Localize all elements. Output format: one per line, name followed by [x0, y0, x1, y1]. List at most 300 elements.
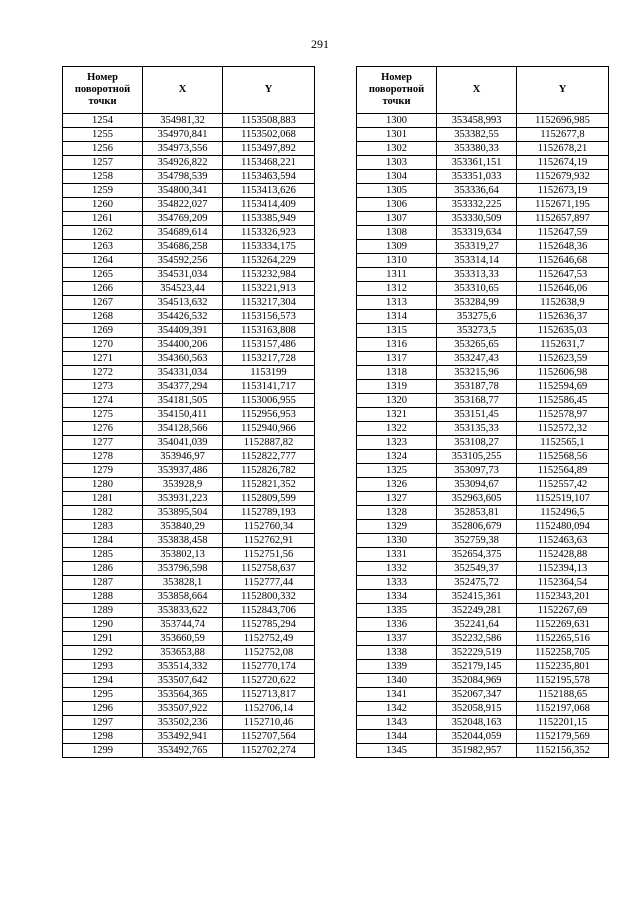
x-coordinate-cell: 353828,1	[143, 576, 223, 590]
x-coordinate-cell: 353802,13	[143, 548, 223, 562]
x-coordinate-cell: 354523,44	[143, 282, 223, 296]
y-coordinate-cell: 1153006,955	[223, 394, 315, 408]
table-header-row	[357, 67, 609, 114]
x-coordinate-cell: 353382,55	[437, 128, 517, 142]
y-coordinate-cell: 1152519,107	[517, 492, 609, 506]
table-row	[357, 576, 609, 590]
point-number-cell: 1312	[357, 282, 437, 296]
x-coordinate-cell: 353265,65	[437, 338, 517, 352]
x-coordinate-cell: 353507,642	[143, 674, 223, 688]
point-number-cell: 1339	[357, 660, 437, 674]
x-coordinate-cell: 352759,38	[437, 534, 517, 548]
y-coordinate-cell: 1153141,717	[223, 380, 315, 394]
y-coordinate-cell: 1153414,409	[223, 198, 315, 212]
y-coordinate-cell: 1152195,578	[517, 674, 609, 688]
point-number-cell: 1261	[63, 212, 143, 226]
x-coordinate-cell: 352806,679	[437, 520, 517, 534]
x-coordinate-cell: 354798,539	[143, 170, 223, 184]
y-coordinate-cell: 1152821,352	[223, 478, 315, 492]
point-number-cell: 1283	[63, 520, 143, 534]
y-coordinate-cell: 1152572,32	[517, 422, 609, 436]
y-coordinate-cell: 1153463,594	[223, 170, 315, 184]
x-coordinate-cell: 354181,505	[143, 394, 223, 408]
x-coordinate-cell: 354128,566	[143, 422, 223, 436]
y-coordinate-cell: 1152364,54	[517, 576, 609, 590]
x-coordinate-cell: 354973,556	[143, 142, 223, 156]
y-coordinate-cell: 1153199	[223, 366, 315, 380]
table-row	[357, 198, 609, 212]
table-row	[357, 716, 609, 730]
x-coordinate-cell: 352654,375	[437, 548, 517, 562]
table-row	[63, 590, 315, 604]
y-coordinate-cell: 1153264,229	[223, 254, 315, 268]
table-row	[357, 590, 609, 604]
x-coordinate-cell: 353108,27	[437, 436, 517, 450]
point-number-cell: 1288	[63, 590, 143, 604]
x-coordinate-cell: 352249,281	[437, 604, 517, 618]
x-coordinate-cell: 354981,32	[143, 114, 223, 128]
y-coordinate-cell: 1153413,626	[223, 184, 315, 198]
y-coordinate-cell: 1152557,42	[517, 478, 609, 492]
table-row	[357, 324, 609, 338]
table-row	[357, 548, 609, 562]
x-coordinate-cell: 354592,256	[143, 254, 223, 268]
x-coordinate-cell: 353135,33	[437, 422, 517, 436]
point-number-cell: 1265	[63, 268, 143, 282]
y-coordinate-cell: 1152940,966	[223, 422, 315, 436]
x-coordinate-cell: 352058,915	[437, 702, 517, 716]
table-row	[63, 408, 315, 422]
table-row	[63, 338, 315, 352]
table-row	[63, 310, 315, 324]
x-coordinate-cell: 354409,391	[143, 324, 223, 338]
x-coordinate-cell: 353284,99	[437, 296, 517, 310]
table-row	[357, 212, 609, 226]
y-coordinate-cell: 1152635,03	[517, 324, 609, 338]
point-number-cell: 1327	[357, 492, 437, 506]
x-coordinate-cell: 352229,519	[437, 646, 517, 660]
table-row	[357, 408, 609, 422]
table-row	[357, 268, 609, 282]
x-coordinate-cell: 353351,033	[437, 170, 517, 184]
header-point-number: Номер поворотной точки	[63, 67, 143, 114]
table-row	[357, 352, 609, 366]
point-number-cell: 1295	[63, 688, 143, 702]
table-row	[63, 660, 315, 674]
point-number-cell: 1317	[357, 352, 437, 366]
y-coordinate-cell: 1153157,486	[223, 338, 315, 352]
y-coordinate-cell: 1153468,221	[223, 156, 315, 170]
x-coordinate-cell: 353796,598	[143, 562, 223, 576]
x-coordinate-cell: 353151,45	[437, 408, 517, 422]
x-coordinate-cell: 353502,236	[143, 716, 223, 730]
point-number-cell: 1310	[357, 254, 437, 268]
header-x: X	[143, 67, 223, 114]
y-coordinate-cell: 1153221,913	[223, 282, 315, 296]
y-coordinate-cell: 1152826,782	[223, 464, 315, 478]
x-coordinate-cell: 353946,97	[143, 450, 223, 464]
point-number-cell: 1298	[63, 730, 143, 744]
x-coordinate-cell: 353168,77	[437, 394, 517, 408]
y-coordinate-cell: 1152235,801	[517, 660, 609, 674]
x-coordinate-cell: 354926,822	[143, 156, 223, 170]
table-row	[63, 128, 315, 142]
table-row	[357, 464, 609, 478]
table-row	[63, 324, 315, 338]
table-row	[63, 380, 315, 394]
table-row	[357, 618, 609, 632]
table-row	[63, 716, 315, 730]
point-number-cell: 1281	[63, 492, 143, 506]
y-coordinate-cell: 1152606,98	[517, 366, 609, 380]
x-coordinate-cell: 353744,74	[143, 618, 223, 632]
y-coordinate-cell: 1152707,564	[223, 730, 315, 744]
table-row	[357, 226, 609, 240]
point-number-cell: 1323	[357, 436, 437, 450]
point-number-cell: 1342	[357, 702, 437, 716]
table-row	[63, 450, 315, 464]
table-header-row	[63, 67, 315, 114]
table-row	[357, 282, 609, 296]
y-coordinate-cell: 1152710,46	[223, 716, 315, 730]
point-number-cell: 1280	[63, 478, 143, 492]
table-row	[357, 744, 609, 758]
y-coordinate-cell: 1152269,631	[517, 618, 609, 632]
y-coordinate-cell: 1152565,1	[517, 436, 609, 450]
table-row	[63, 744, 315, 758]
y-coordinate-cell: 1152702,274	[223, 744, 315, 758]
y-coordinate-cell: 1152760,34	[223, 520, 315, 534]
x-coordinate-cell: 353215,96	[437, 366, 517, 380]
y-coordinate-cell: 1152678,21	[517, 142, 609, 156]
y-coordinate-cell: 1153508,883	[223, 114, 315, 128]
y-coordinate-cell: 1152657,897	[517, 212, 609, 226]
table-row	[357, 646, 609, 660]
table-row	[63, 282, 315, 296]
x-coordinate-cell: 352084,969	[437, 674, 517, 688]
x-coordinate-cell: 353858,664	[143, 590, 223, 604]
x-coordinate-cell: 352475,72	[437, 576, 517, 590]
table-row	[63, 562, 315, 576]
y-coordinate-cell: 1152394,13	[517, 562, 609, 576]
y-coordinate-cell: 1152188,65	[517, 688, 609, 702]
x-coordinate-cell: 354822,027	[143, 198, 223, 212]
y-coordinate-cell: 1152647,53	[517, 268, 609, 282]
x-coordinate-cell: 352415,361	[437, 590, 517, 604]
point-number-cell: 1336	[357, 618, 437, 632]
x-coordinate-cell: 354970,841	[143, 128, 223, 142]
y-coordinate-cell: 1152956,953	[223, 408, 315, 422]
y-coordinate-cell: 1153502,068	[223, 128, 315, 142]
point-number-cell: 1287	[63, 576, 143, 590]
x-coordinate-cell: 353514,332	[143, 660, 223, 674]
x-coordinate-cell: 353458,993	[437, 114, 517, 128]
y-coordinate-cell: 1152156,352	[517, 744, 609, 758]
point-number-cell: 1334	[357, 590, 437, 604]
x-coordinate-cell: 353094,67	[437, 478, 517, 492]
point-number-cell: 1279	[63, 464, 143, 478]
point-number-cell: 1289	[63, 604, 143, 618]
y-coordinate-cell: 1152720,622	[223, 674, 315, 688]
table-row	[63, 576, 315, 590]
point-number-cell: 1337	[357, 632, 437, 646]
y-coordinate-cell: 1152267,69	[517, 604, 609, 618]
table-row	[357, 310, 609, 324]
x-coordinate-cell: 353838,458	[143, 534, 223, 548]
y-coordinate-cell: 1152785,294	[223, 618, 315, 632]
x-coordinate-cell: 353931,223	[143, 492, 223, 506]
table-row	[357, 240, 609, 254]
table-row	[63, 688, 315, 702]
x-coordinate-cell: 354377,294	[143, 380, 223, 394]
point-number-cell: 1311	[357, 268, 437, 282]
x-coordinate-cell: 352179,145	[437, 660, 517, 674]
point-number-cell: 1305	[357, 184, 437, 198]
point-number-cell: 1296	[63, 702, 143, 716]
table-row	[357, 632, 609, 646]
x-coordinate-cell: 353319,634	[437, 226, 517, 240]
x-coordinate-cell: 353105,255	[437, 450, 517, 464]
table-row	[63, 394, 315, 408]
table-row	[63, 170, 315, 184]
point-number-cell: 1291	[63, 632, 143, 646]
point-number-cell: 1309	[357, 240, 437, 254]
y-coordinate-cell: 1152843,706	[223, 604, 315, 618]
point-number-cell: 1269	[63, 324, 143, 338]
y-coordinate-cell: 1152564,89	[517, 464, 609, 478]
table-row	[357, 688, 609, 702]
point-number-cell: 1263	[63, 240, 143, 254]
y-coordinate-cell: 1153385,949	[223, 212, 315, 226]
table-row	[357, 170, 609, 184]
point-number-cell: 1315	[357, 324, 437, 338]
table-row	[357, 114, 609, 128]
table-row	[357, 604, 609, 618]
table-row	[357, 450, 609, 464]
x-coordinate-cell: 354689,614	[143, 226, 223, 240]
point-number-cell: 1325	[357, 464, 437, 478]
y-coordinate-cell: 1152752,08	[223, 646, 315, 660]
y-coordinate-cell: 1152887,82	[223, 436, 315, 450]
y-coordinate-cell: 1152258,705	[517, 646, 609, 660]
point-number-cell: 1297	[63, 716, 143, 730]
y-coordinate-cell: 1153497,892	[223, 142, 315, 156]
x-coordinate-cell: 353492,941	[143, 730, 223, 744]
table-row	[63, 632, 315, 646]
table-row	[357, 506, 609, 520]
point-number-cell: 1286	[63, 562, 143, 576]
x-coordinate-cell: 352963,605	[437, 492, 517, 506]
x-coordinate-cell: 354686,258	[143, 240, 223, 254]
y-coordinate-cell: 1153326,923	[223, 226, 315, 240]
x-coordinate-cell: 353564,365	[143, 688, 223, 702]
table-row	[357, 534, 609, 548]
table-row	[357, 520, 609, 534]
table-row	[63, 254, 315, 268]
table-row	[63, 268, 315, 282]
y-coordinate-cell: 1152777,44	[223, 576, 315, 590]
point-number-cell: 1290	[63, 618, 143, 632]
y-coordinate-cell: 1152343,201	[517, 590, 609, 604]
point-number-cell: 1326	[357, 478, 437, 492]
x-coordinate-cell: 353275,6	[437, 310, 517, 324]
y-coordinate-cell: 1152673,19	[517, 184, 609, 198]
y-coordinate-cell: 1152638,9	[517, 296, 609, 310]
table-row	[357, 338, 609, 352]
table-row	[357, 142, 609, 156]
point-number-cell: 1321	[357, 408, 437, 422]
y-coordinate-cell: 1153232,984	[223, 268, 315, 282]
x-coordinate-cell: 353330,509	[437, 212, 517, 226]
y-coordinate-cell: 1152648,36	[517, 240, 609, 254]
table-row	[357, 562, 609, 576]
y-coordinate-cell: 1152594,69	[517, 380, 609, 394]
point-number-cell: 1285	[63, 548, 143, 562]
table-row	[63, 520, 315, 534]
x-coordinate-cell: 353840,29	[143, 520, 223, 534]
y-coordinate-cell: 1152463,63	[517, 534, 609, 548]
y-coordinate-cell: 1153217,304	[223, 296, 315, 310]
x-coordinate-cell: 352044,059	[437, 730, 517, 744]
page-number: 291	[311, 37, 329, 51]
table-row	[63, 366, 315, 380]
table-row	[357, 478, 609, 492]
point-number-cell: 1282	[63, 506, 143, 520]
table-row	[63, 478, 315, 492]
point-number-cell: 1270	[63, 338, 143, 352]
y-coordinate-cell: 1152568,56	[517, 450, 609, 464]
point-number-cell: 1255	[63, 128, 143, 142]
y-coordinate-cell: 1152679,932	[517, 170, 609, 184]
table-row	[63, 198, 315, 212]
table-row	[357, 422, 609, 436]
point-number-cell: 1314	[357, 310, 437, 324]
point-number-cell: 1301	[357, 128, 437, 142]
table-row	[63, 156, 315, 170]
table-row	[63, 464, 315, 478]
y-coordinate-cell: 1152496,5	[517, 506, 609, 520]
y-coordinate-cell: 1152822,777	[223, 450, 315, 464]
y-coordinate-cell: 1153217,728	[223, 352, 315, 366]
point-number-cell: 1335	[357, 604, 437, 618]
y-coordinate-cell: 1152201,15	[517, 716, 609, 730]
y-coordinate-cell: 1152631,7	[517, 338, 609, 352]
y-coordinate-cell: 1152762,91	[223, 534, 315, 548]
y-coordinate-cell: 1152646,06	[517, 282, 609, 296]
point-number-cell: 1272	[63, 366, 143, 380]
x-coordinate-cell: 354041,039	[143, 436, 223, 450]
table-row	[63, 296, 315, 310]
x-coordinate-cell: 353097,73	[437, 464, 517, 478]
x-coordinate-cell: 352241,64	[437, 618, 517, 632]
x-coordinate-cell: 353833,622	[143, 604, 223, 618]
table-row	[357, 702, 609, 716]
y-coordinate-cell: 1152578,97	[517, 408, 609, 422]
table-row	[63, 352, 315, 366]
y-coordinate-cell: 1152636,37	[517, 310, 609, 324]
x-coordinate-cell: 353937,486	[143, 464, 223, 478]
header-point-number: Номер поворотной точки	[357, 67, 437, 114]
point-number-cell: 1345	[357, 744, 437, 758]
table-row	[357, 184, 609, 198]
point-number-cell: 1259	[63, 184, 143, 198]
y-coordinate-cell: 1152428,88	[517, 548, 609, 562]
y-coordinate-cell: 1152647,59	[517, 226, 609, 240]
point-number-cell: 1294	[63, 674, 143, 688]
table-row	[63, 618, 315, 632]
point-number-cell: 1262	[63, 226, 143, 240]
point-number-cell: 1303	[357, 156, 437, 170]
table-row	[63, 646, 315, 660]
y-coordinate-cell: 1152586,45	[517, 394, 609, 408]
point-number-cell: 1333	[357, 576, 437, 590]
point-number-cell: 1275	[63, 408, 143, 422]
x-coordinate-cell: 353319,27	[437, 240, 517, 254]
x-coordinate-cell: 353492,765	[143, 744, 223, 758]
header-y: Y	[223, 67, 315, 114]
point-number-cell: 1276	[63, 422, 143, 436]
point-number-cell: 1267	[63, 296, 143, 310]
x-coordinate-cell: 352232,586	[437, 632, 517, 646]
table-row	[63, 184, 315, 198]
x-coordinate-cell: 353187,78	[437, 380, 517, 394]
x-coordinate-cell: 352853,81	[437, 506, 517, 520]
x-coordinate-cell: 353361,151	[437, 156, 517, 170]
x-coordinate-cell: 353928,9	[143, 478, 223, 492]
x-coordinate-cell: 354426,532	[143, 310, 223, 324]
point-number-cell: 1322	[357, 422, 437, 436]
point-number-cell: 1254	[63, 114, 143, 128]
header-x: X	[437, 67, 517, 114]
point-number-cell: 1258	[63, 170, 143, 184]
y-coordinate-cell: 1152713,817	[223, 688, 315, 702]
table-row	[63, 212, 315, 226]
table-row	[357, 380, 609, 394]
x-coordinate-cell: 353336,64	[437, 184, 517, 198]
x-coordinate-cell: 353314,14	[437, 254, 517, 268]
point-number-cell: 1306	[357, 198, 437, 212]
table-row	[63, 506, 315, 520]
table-row	[63, 142, 315, 156]
x-coordinate-cell: 352067,347	[437, 688, 517, 702]
point-number-cell: 1300	[357, 114, 437, 128]
x-coordinate-cell: 353507,922	[143, 702, 223, 716]
point-number-cell: 1256	[63, 142, 143, 156]
table-row	[357, 436, 609, 450]
table-row	[63, 436, 315, 450]
x-coordinate-cell: 352549,37	[437, 562, 517, 576]
point-number-cell: 1271	[63, 352, 143, 366]
table-row	[357, 674, 609, 688]
y-coordinate-cell: 1152197,068	[517, 702, 609, 716]
y-coordinate-cell: 1153156,573	[223, 310, 315, 324]
point-number-cell: 1277	[63, 436, 143, 450]
x-coordinate-cell: 353332,225	[437, 198, 517, 212]
x-coordinate-cell: 354769,209	[143, 212, 223, 226]
y-coordinate-cell: 1152752,49	[223, 632, 315, 646]
table-row	[357, 730, 609, 744]
y-coordinate-cell: 1152480,094	[517, 520, 609, 534]
x-coordinate-cell: 354513,632	[143, 296, 223, 310]
point-number-cell: 1266	[63, 282, 143, 296]
coordinates-table-right	[356, 66, 609, 758]
point-number-cell: 1324	[357, 450, 437, 464]
table-row	[357, 492, 609, 506]
y-coordinate-cell: 1152674,19	[517, 156, 609, 170]
table-row	[357, 156, 609, 170]
table-row	[63, 114, 315, 128]
x-coordinate-cell: 353310,65	[437, 282, 517, 296]
